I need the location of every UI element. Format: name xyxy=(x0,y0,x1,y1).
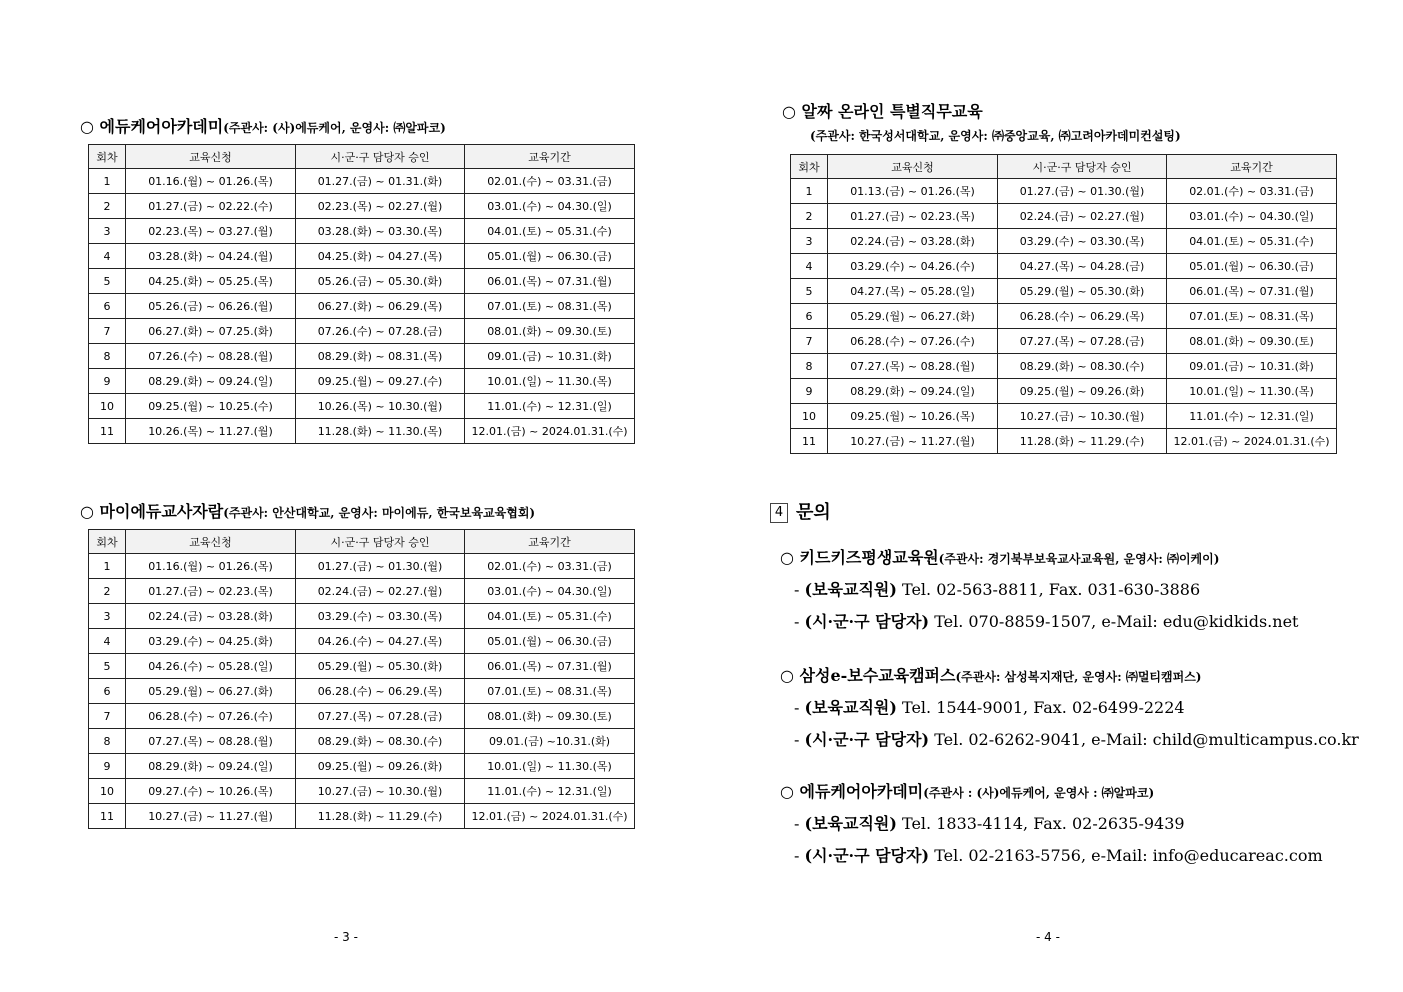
section-number-box: 4 xyxy=(770,503,788,523)
section-heading-educare xyxy=(80,114,446,137)
page-number-left: - 3 - xyxy=(334,930,358,944)
cell-application: 04.27.(목) ~ 05.28.(일) xyxy=(828,279,998,304)
cell-round: 1 xyxy=(89,169,126,194)
table-row xyxy=(89,629,635,654)
cell-application: 06.28.(수) ~ 07.26.(수) xyxy=(828,329,998,354)
cell-period: 11.01.(수) ~ 12.31.(일) xyxy=(465,779,635,804)
cell-approval: 09.25.(월) ~ 09.27.(수) xyxy=(296,369,465,394)
cell-round: 6 xyxy=(89,679,126,704)
header-period: 교육기간 xyxy=(1167,155,1337,179)
cell-application: 10.26.(목) ~ 11.27.(월) xyxy=(126,419,296,444)
cell-round: 7 xyxy=(791,329,828,354)
contact-block-samsung xyxy=(780,663,1359,750)
cell-period: 12.01.(금) ~ 2024.01.31.(수) xyxy=(465,804,635,829)
cell-round: 8 xyxy=(791,354,828,379)
section-title: 알짜 온라인 특별직무교육 xyxy=(801,102,983,121)
cell-application: 03.28.(화) ~ 04.24.(월) xyxy=(126,244,296,269)
cell-application: 07.26.(수) ~ 08.28.(월) xyxy=(126,344,296,369)
cell-approval: 11.28.(화) ~ 11.29.(수) xyxy=(998,429,1167,454)
cell-approval: 06.28.(수) ~ 06.29.(목) xyxy=(998,304,1167,329)
cell-round: 5 xyxy=(89,654,126,679)
cell-round: 8 xyxy=(89,344,126,369)
contact-role: (시·군·구 담당자) xyxy=(804,612,930,631)
cell-approval: 02.24.(금) ~ 02.27.(월) xyxy=(296,579,465,604)
cell-round: 5 xyxy=(791,279,828,304)
cell-period: 10.01.(일) ~ 11.30.(목) xyxy=(465,754,635,779)
cell-round: 8 xyxy=(89,729,126,754)
cell-period: 08.01.(화) ~ 09.30.(토) xyxy=(465,704,635,729)
contact-name: 에듀케어아카데미 xyxy=(799,782,924,801)
table-row xyxy=(89,244,635,269)
cell-round: 2 xyxy=(89,579,126,604)
cell-period: 03.01.(수) ~ 04.30.(일) xyxy=(1167,204,1337,229)
cell-period: 02.01.(수) ~ 03.31.(금) xyxy=(465,554,635,579)
cell-application: 10.27.(금) ~ 11.27.(월) xyxy=(828,429,998,454)
section-subtitle-alzza: (주관사: 한국성서대학교, 운영사: ㈜중앙교육, ㈜고려아카데미컨설팅) xyxy=(810,129,1181,143)
cell-round: 9 xyxy=(89,754,126,779)
cell-period: 08.01.(화) ~ 09.30.(토) xyxy=(1167,329,1337,354)
cell-application: 05.26.(금) ~ 06.26.(월) xyxy=(126,294,296,319)
cell-period: 09.01.(금) ~10.31.(화) xyxy=(465,729,635,754)
cell-application: 01.16.(월) ~ 01.26.(목) xyxy=(126,554,296,579)
header-round: 회차 xyxy=(89,530,126,554)
cell-period: 07.01.(토) ~ 08.31.(목) xyxy=(465,294,635,319)
cell-approval: 02.23.(목) ~ 02.27.(월) xyxy=(296,194,465,219)
cell-period: 05.01.(월) ~ 06.30.(금) xyxy=(465,244,635,269)
cell-period: 09.01.(금) ~ 10.31.(화) xyxy=(1167,354,1337,379)
cell-period: 09.01.(금) ~ 10.31.(화) xyxy=(465,344,635,369)
table-row xyxy=(89,604,635,629)
cell-application: 04.25.(화) ~ 05.25.(목) xyxy=(126,269,296,294)
inquiry-title: 문의 xyxy=(796,502,831,523)
table-row xyxy=(89,554,635,579)
cell-application: 01.27.(금) ~ 02.23.(목) xyxy=(828,204,998,229)
header-application: 교육신청 xyxy=(828,155,998,179)
contact-info: Tel. 02-2163-5756, e-Mail: info@educareac.com xyxy=(934,846,1323,865)
cell-round: 4 xyxy=(89,244,126,269)
cell-round: 11 xyxy=(89,804,126,829)
cell-application: 08.29.(화) ~ 09.24.(일) xyxy=(126,369,296,394)
cell-period: 12.01.(금) ~ 2024.01.31.(수) xyxy=(465,419,635,444)
cell-round: 2 xyxy=(791,204,828,229)
cell-approval: 06.28.(수) ~ 06.29.(목) xyxy=(296,679,465,704)
cell-approval: 06.27.(화) ~ 06.29.(목) xyxy=(296,294,465,319)
cell-application: 03.29.(수) ~ 04.26.(수) xyxy=(828,254,998,279)
table-row xyxy=(89,194,635,219)
cell-period: 05.01.(월) ~ 06.30.(금) xyxy=(465,629,635,654)
bullet-circle-icon: ○ xyxy=(80,502,94,521)
cell-application: 03.29.(수) ~ 04.25.(화) xyxy=(126,629,296,654)
table-row xyxy=(89,319,635,344)
table-row xyxy=(89,579,635,604)
table-row xyxy=(791,354,1337,379)
cell-application: 09.27.(수) ~ 10.26.(목) xyxy=(126,779,296,804)
cell-period: 11.01.(수) ~ 12.31.(일) xyxy=(465,394,635,419)
cell-approval: 11.28.(화) ~ 11.30.(목) xyxy=(296,419,465,444)
cell-round: 7 xyxy=(89,319,126,344)
cell-approval: 11.28.(화) ~ 11.29.(수) xyxy=(296,804,465,829)
dash-marker: - xyxy=(794,846,800,865)
table-row xyxy=(89,419,635,444)
cell-application: 04.26.(수) ~ 05.28.(일) xyxy=(126,654,296,679)
cell-approval: 05.29.(월) ~ 05.30.(화) xyxy=(998,279,1167,304)
table-row xyxy=(791,429,1337,454)
cell-period: 06.01.(목) ~ 07.31.(월) xyxy=(465,654,635,679)
contact-role: (보육교직원) xyxy=(804,580,897,599)
cell-application: 01.13.(금) ~ 01.26.(목) xyxy=(828,179,998,204)
cell-approval: 10.27.(금) ~ 10.30.(월) xyxy=(296,779,465,804)
cell-application: 10.27.(금) ~ 11.27.(월) xyxy=(126,804,296,829)
cell-approval: 02.24.(금) ~ 02.27.(월) xyxy=(998,204,1167,229)
cell-application: 02.24.(금) ~ 03.28.(화) xyxy=(126,604,296,629)
cell-approval: 03.29.(수) ~ 03.30.(목) xyxy=(998,229,1167,254)
contact-line xyxy=(780,843,1323,866)
cell-round: 11 xyxy=(791,429,828,454)
table-row xyxy=(791,304,1337,329)
inquiry-section-heading xyxy=(770,498,831,524)
contact-name: 삼성e-보수교육캠퍼스 xyxy=(799,666,956,685)
cell-application: 02.23.(목) ~ 03.27.(월) xyxy=(126,219,296,244)
dash-marker: - xyxy=(794,612,800,631)
cell-period: 08.01.(화) ~ 09.30.(토) xyxy=(465,319,635,344)
contact-subtitle: (주관사: 삼성복지재단, 운영사: ㈜멀티캠퍼스) xyxy=(955,670,1202,684)
cell-application: 06.28.(수) ~ 07.26.(수) xyxy=(126,704,296,729)
cell-application: 05.29.(월) ~ 06.27.(화) xyxy=(126,679,296,704)
cell-round: 3 xyxy=(89,604,126,629)
contact-info: Tel. 070-8859-1507, e-Mail: edu@kidkids.net xyxy=(934,612,1299,631)
cell-round: 3 xyxy=(89,219,126,244)
contact-subtitle: (주관사 : (사)에듀케어, 운영사 : ㈜알파코) xyxy=(923,786,1155,800)
contact-info: Tel. 1833-4114, Fax. 02-2635-9439 xyxy=(902,814,1185,833)
cell-application: 06.27.(화) ~ 07.25.(화) xyxy=(126,319,296,344)
cell-period: 03.01.(수) ~ 04.30.(일) xyxy=(465,194,635,219)
bullet-circle-icon: ○ xyxy=(780,782,794,801)
section-title: 에듀케어아카데미 xyxy=(99,117,224,136)
cell-period: 06.01.(목) ~ 07.31.(월) xyxy=(1167,279,1337,304)
contact-role: (보육교직원) xyxy=(804,698,897,717)
cell-application: 07.27.(목) ~ 08.28.(월) xyxy=(126,729,296,754)
table-header-row xyxy=(89,530,635,554)
cell-round: 6 xyxy=(89,294,126,319)
contact-line xyxy=(780,577,1298,600)
contact-line xyxy=(780,811,1323,834)
table-row xyxy=(791,179,1337,204)
table-header-row xyxy=(791,155,1337,179)
cell-approval: 08.29.(화) ~ 08.30.(수) xyxy=(998,354,1167,379)
table-row xyxy=(791,329,1337,354)
section-heading-alzza xyxy=(782,99,983,122)
bullet-circle-icon: ○ xyxy=(782,102,796,121)
dash-marker: - xyxy=(794,580,800,599)
table-row xyxy=(89,394,635,419)
cell-round: 5 xyxy=(89,269,126,294)
cell-period: 06.01.(목) ~ 07.31.(월) xyxy=(465,269,635,294)
cell-period: 04.01.(토) ~ 05.31.(수) xyxy=(1167,229,1337,254)
cell-approval: 05.26.(금) ~ 05.30.(화) xyxy=(296,269,465,294)
contact-title xyxy=(780,663,1359,686)
contact-block-kidkids xyxy=(780,545,1298,632)
contact-block-educare xyxy=(780,779,1323,866)
cell-round: 9 xyxy=(791,379,828,404)
cell-approval: 01.27.(금) ~ 01.31.(화) xyxy=(296,169,465,194)
section-heading-myedu xyxy=(80,499,535,522)
cell-approval: 08.29.(화) ~ 08.30.(수) xyxy=(296,729,465,754)
cell-approval: 05.29.(월) ~ 05.30.(화) xyxy=(296,654,465,679)
cell-round: 10 xyxy=(89,394,126,419)
cell-round: 3 xyxy=(791,229,828,254)
table-row xyxy=(89,804,635,829)
table-row xyxy=(89,729,635,754)
cell-round: 10 xyxy=(89,779,126,804)
cell-period: 02.01.(수) ~ 03.31.(금) xyxy=(465,169,635,194)
header-application: 교육신청 xyxy=(126,145,296,169)
table-row xyxy=(89,779,635,804)
cell-application: 01.16.(월) ~ 01.26.(목) xyxy=(126,169,296,194)
table-row xyxy=(89,754,635,779)
cell-round: 2 xyxy=(89,194,126,219)
cell-approval: 07.26.(수) ~ 07.28.(금) xyxy=(296,319,465,344)
contact-name: 키드키즈평생교육원 xyxy=(799,548,939,567)
header-period: 교육기간 xyxy=(465,530,635,554)
table-row xyxy=(89,294,635,319)
header-round: 회차 xyxy=(89,145,126,169)
table-row xyxy=(89,654,635,679)
header-approval: 시·군·구 담당자 승인 xyxy=(296,530,465,554)
contact-line xyxy=(780,727,1359,750)
table-row xyxy=(89,369,635,394)
cell-period: 07.01.(토) ~ 08.31.(목) xyxy=(465,679,635,704)
dash-marker: - xyxy=(794,730,800,749)
dash-marker: - xyxy=(794,814,800,833)
cell-round: 6 xyxy=(791,304,828,329)
cell-approval: 07.27.(목) ~ 07.28.(금) xyxy=(296,704,465,729)
schedule-table-myedu xyxy=(88,529,635,829)
contact-info: Tel. 1544-9001, Fax. 02-6499-2224 xyxy=(902,698,1185,717)
cell-approval: 01.27.(금) ~ 01.30.(월) xyxy=(998,179,1167,204)
section-subtitle: (주관사: 안산대학교, 운영사: 마이에듀, 한국보육교육협회) xyxy=(223,506,536,520)
page-number-right: - 4 - xyxy=(1036,930,1060,944)
header-period: 교육기간 xyxy=(465,145,635,169)
cell-approval: 04.27.(목) ~ 04.28.(금) xyxy=(998,254,1167,279)
cell-period: 04.01.(토) ~ 05.31.(수) xyxy=(465,219,635,244)
table-row xyxy=(791,404,1337,429)
cell-period: 10.01.(일) ~ 11.30.(목) xyxy=(1167,379,1337,404)
header-approval: 시·군·구 담당자 승인 xyxy=(998,155,1167,179)
cell-approval: 01.27.(금) ~ 01.30.(월) xyxy=(296,554,465,579)
contact-role: (시·군·구 담당자) xyxy=(804,846,930,865)
contact-subtitle: (주관사: 경기북부보육교사교육원, 운영사: ㈜이케이) xyxy=(938,552,1220,566)
cell-approval: 04.26.(수) ~ 04.27.(목) xyxy=(296,629,465,654)
contact-role: (시·군·구 담당자) xyxy=(804,730,930,749)
cell-approval: 04.25.(화) ~ 04.27.(목) xyxy=(296,244,465,269)
cell-approval: 08.29.(화) ~ 08.31.(목) xyxy=(296,344,465,369)
header-approval: 시·군·구 담당자 승인 xyxy=(296,145,465,169)
cell-round: 4 xyxy=(89,629,126,654)
contact-info: Tel. 02-563-8811, Fax. 031-630-3886 xyxy=(902,580,1201,599)
schedule-table-educare xyxy=(88,144,635,444)
cell-round: 9 xyxy=(89,369,126,394)
cell-period: 11.01.(수) ~ 12.31.(일) xyxy=(1167,404,1337,429)
cell-period: 03.01.(수) ~ 04.30.(일) xyxy=(465,579,635,604)
table-row xyxy=(791,254,1337,279)
cell-approval: 09.25.(월) ~ 09.26.(화) xyxy=(296,754,465,779)
table-header-row xyxy=(89,145,635,169)
header-application: 교육신청 xyxy=(126,530,296,554)
table-row xyxy=(89,169,635,194)
cell-round: 4 xyxy=(791,254,828,279)
cell-application: 01.27.(금) ~ 02.22.(수) xyxy=(126,194,296,219)
cell-approval: 10.27.(금) ~ 10.30.(월) xyxy=(998,404,1167,429)
cell-approval: 09.25.(월) ~ 09.26.(화) xyxy=(998,379,1167,404)
header-round: 회차 xyxy=(791,155,828,179)
table-row xyxy=(791,204,1337,229)
cell-period: 04.01.(토) ~ 05.31.(수) xyxy=(465,604,635,629)
cell-round: 11 xyxy=(89,419,126,444)
contact-line xyxy=(780,695,1359,718)
cell-application: 05.29.(월) ~ 06.27.(화) xyxy=(828,304,998,329)
cell-round: 10 xyxy=(791,404,828,429)
cell-application: 07.27.(목) ~ 08.28.(월) xyxy=(828,354,998,379)
contact-info: Tel. 02-6262-9041, e-Mail: child@multicampus.co.kr xyxy=(934,730,1359,749)
section-title: 마이에듀교사자람 xyxy=(99,502,224,521)
cell-period: 12.01.(금) ~ 2024.01.31.(수) xyxy=(1167,429,1337,454)
cell-period: 10.01.(일) ~ 11.30.(목) xyxy=(465,369,635,394)
cell-application: 08.29.(화) ~ 09.24.(일) xyxy=(828,379,998,404)
contact-title xyxy=(780,779,1323,802)
cell-round: 1 xyxy=(791,179,828,204)
table-row xyxy=(791,229,1337,254)
cell-application: 09.25.(월) ~ 10.26.(목) xyxy=(828,404,998,429)
table-row xyxy=(89,679,635,704)
cell-approval: 10.26.(목) ~ 10.30.(월) xyxy=(296,394,465,419)
cell-period: 05.01.(월) ~ 06.30.(금) xyxy=(1167,254,1337,279)
cell-period: 02.01.(수) ~ 03.31.(금) xyxy=(1167,179,1337,204)
table-row xyxy=(791,279,1337,304)
schedule-table-alzza xyxy=(790,154,1337,454)
cell-application: 08.29.(화) ~ 09.24.(일) xyxy=(126,754,296,779)
dash-marker: - xyxy=(794,698,800,717)
cell-approval: 03.28.(화) ~ 03.30.(목) xyxy=(296,219,465,244)
cell-application: 02.24.(금) ~ 03.28.(화) xyxy=(828,229,998,254)
cell-round: 7 xyxy=(89,704,126,729)
table-row xyxy=(89,269,635,294)
table-row xyxy=(89,704,635,729)
table-row xyxy=(89,344,635,369)
table-row xyxy=(791,379,1337,404)
contact-title xyxy=(780,545,1298,568)
bullet-circle-icon: ○ xyxy=(80,117,94,136)
cell-application: 09.25.(월) ~ 10.25.(수) xyxy=(126,394,296,419)
cell-round: 1 xyxy=(89,554,126,579)
table-row xyxy=(89,219,635,244)
cell-period: 07.01.(토) ~ 08.31.(목) xyxy=(1167,304,1337,329)
contact-role: (보육교직원) xyxy=(804,814,897,833)
bullet-circle-icon: ○ xyxy=(780,666,794,685)
contact-line xyxy=(780,609,1298,632)
cell-approval: 07.27.(목) ~ 07.28.(금) xyxy=(998,329,1167,354)
cell-approval: 03.29.(수) ~ 03.30.(목) xyxy=(296,604,465,629)
section-subtitle: (주관사: (사)에듀케어, 운영사: ㈜알파코) xyxy=(223,121,446,135)
bullet-circle-icon: ○ xyxy=(780,548,794,567)
cell-application: 01.27.(금) ~ 02.23.(목) xyxy=(126,579,296,604)
